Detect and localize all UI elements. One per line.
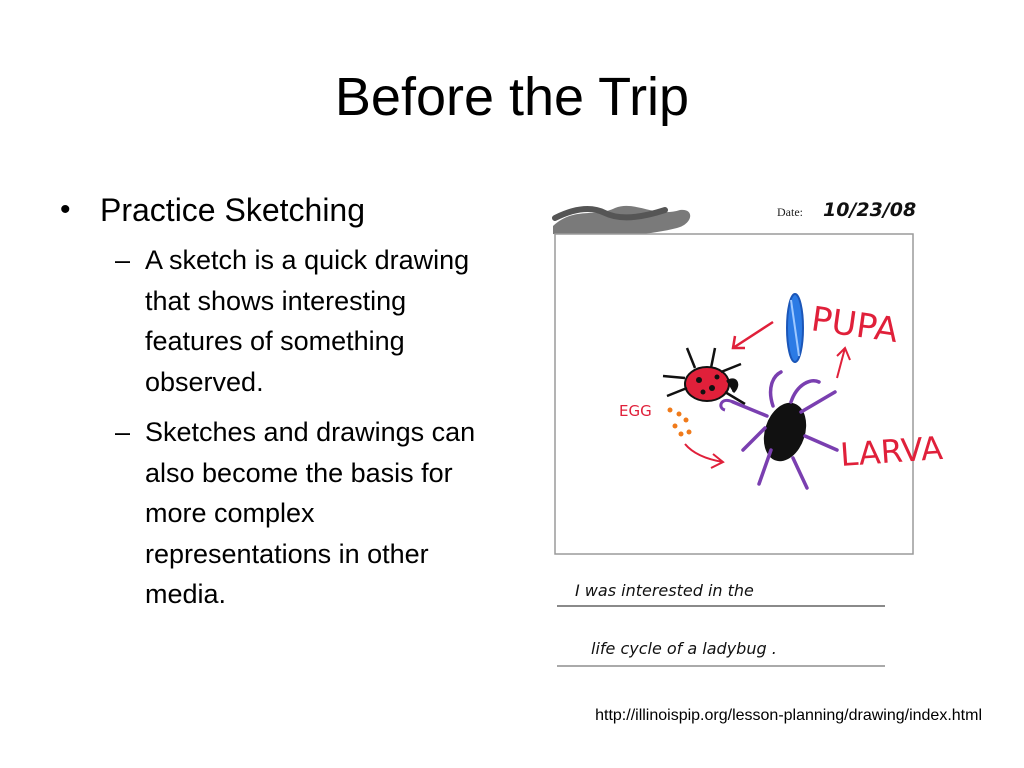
larva-label: LARVA [838,428,944,474]
bullet-item [58,190,498,230]
sub-bullet-item [58,412,485,615]
slide-title: Before the Trip [334,67,690,127]
dash-marker: – [115,417,131,447]
sub-bullet-item [58,240,485,402]
bullet-list [58,190,498,625]
date-value: 10/23/08 [823,199,917,221]
caption-line-1: I was interested in the [575,581,754,600]
dash-marker: – [115,245,131,275]
date-label: Date: [777,205,803,219]
bullet-text: Practice Sketching [100,192,366,228]
pupa-label: PUPA [808,299,901,352]
sub-bullet-text: Sketches and drawings can also become the basis for more complex representations in other media. [145,417,476,609]
sub-bullet-text: A sketch is a quick drawing that shows interesting features of something observed. [145,245,470,397]
caption-line-2: life cycle of a ladybug . [591,639,777,658]
egg-label: EGG [619,402,652,420]
drawing-frame [555,234,913,554]
student-sketch-figure [545,188,950,678]
bullet-marker: • [60,193,71,226]
source-url: http://illinoispip.org/lesson-planning/drawing/index.html [595,707,982,724]
